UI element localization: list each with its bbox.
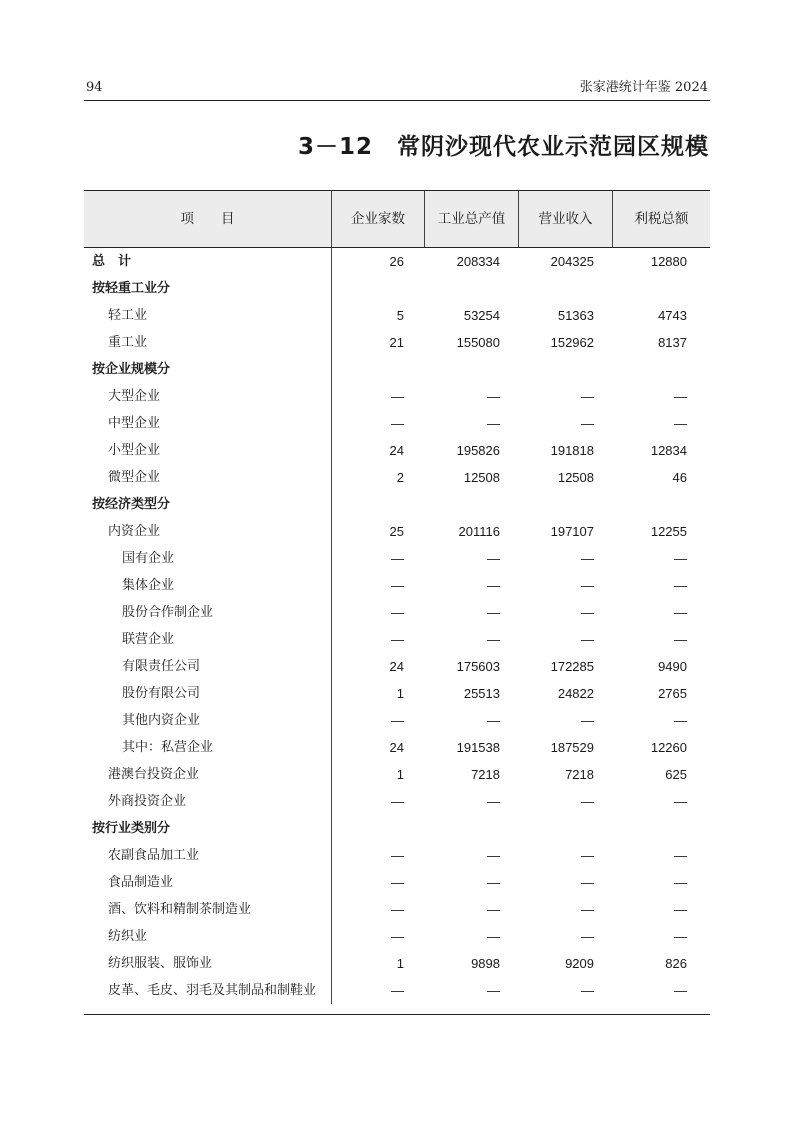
table-row — [84, 734, 710, 761]
table-row — [84, 653, 710, 680]
cell-enterprises: 1 — [396, 767, 404, 782]
cell-output-value: — — [487, 632, 500, 647]
cell-output-value: 9898 — [471, 956, 500, 971]
cell-profit-tax: — — [674, 632, 687, 647]
cell-revenue: 9209 — [565, 956, 594, 971]
cell-profit-tax: — — [674, 848, 687, 863]
table-row — [84, 491, 710, 518]
table-row — [84, 248, 710, 275]
cell-enterprises: — — [391, 848, 404, 863]
cell-output-value: 208334 — [456, 254, 500, 269]
cell-enterprises: 24 — [389, 659, 404, 674]
table-row — [84, 680, 710, 707]
column-header-item: 项 目 — [180, 211, 235, 227]
cell-output-value: — — [487, 551, 500, 566]
table-row — [84, 356, 710, 383]
cell-output-value: 201116 — [458, 524, 500, 539]
cell-enterprises: — — [391, 875, 404, 890]
row-label: 食品制造业 — [108, 875, 174, 890]
row-label: 总 计 — [92, 254, 132, 269]
table-title-text: 常阴沙现代农业示范园区规模 — [397, 134, 709, 160]
table-row — [84, 950, 710, 977]
row-label: 集体企业 — [122, 578, 175, 593]
row-label: 纺织业 — [108, 929, 148, 944]
cell-profit-tax: — — [674, 551, 687, 566]
cell-revenue: — — [581, 389, 594, 404]
cell-profit-tax: — — [674, 983, 687, 998]
row-label: 酒、饮料和精制茶制造业 — [108, 902, 252, 917]
cell-enterprises: — — [391, 983, 404, 998]
row-label: 国有企业 — [122, 551, 175, 566]
row-label: 中型企业 — [108, 416, 161, 431]
cell-revenue: — — [581, 578, 594, 593]
cell-revenue: — — [581, 794, 594, 809]
row-label: 内资企业 — [108, 524, 161, 539]
page-number: 94 — [86, 80, 103, 95]
cell-output-value: 25513 — [463, 686, 500, 701]
cell-profit-tax: — — [674, 416, 687, 431]
cell-profit-tax: — — [674, 875, 687, 890]
row-label: 其中：私营企业 — [122, 740, 214, 755]
cell-revenue: — — [581, 848, 594, 863]
table-row — [84, 329, 710, 356]
table-row — [84, 626, 710, 653]
cell-output-value: 53254 — [463, 308, 500, 323]
cell-revenue: 51363 — [557, 308, 594, 323]
cell-enterprises: — — [391, 632, 404, 647]
table-header — [84, 190, 710, 248]
cell-output-value: 195826 — [456, 443, 500, 458]
table-row — [84, 410, 710, 437]
cell-enterprises: — — [391, 902, 404, 917]
yearbook-title: 张家港统计年鉴 2024 — [579, 80, 708, 95]
row-label: 农副食品加工业 — [108, 848, 200, 863]
cell-enterprises: 1 — [396, 686, 404, 701]
cell-profit-tax: — — [674, 713, 687, 728]
row-label: 外商投资企业 — [108, 794, 187, 809]
row-label: 按经济类型分 — [92, 497, 171, 512]
cell-output-value: 175603 — [456, 659, 500, 674]
cell-enterprises: — — [391, 929, 404, 944]
cell-output-value: 7218 — [471, 767, 500, 782]
table-row — [84, 383, 710, 410]
cell-profit-tax: 826 — [665, 956, 687, 971]
cell-revenue: 191818 — [550, 443, 594, 458]
cell-revenue: — — [581, 551, 594, 566]
cell-profit-tax: — — [674, 929, 687, 944]
cell-profit-tax: 12834 — [650, 443, 687, 458]
cell-output-value: — — [487, 929, 500, 944]
row-label: 纺织服装、服饰业 — [108, 956, 213, 971]
row-label: 有限责任公司 — [122, 659, 201, 674]
row-label: 港澳台投资企业 — [108, 767, 200, 782]
row-label: 股份合作制企业 — [122, 605, 214, 620]
table-row — [84, 815, 710, 842]
table-title — [298, 128, 709, 161]
cell-enterprises: 24 — [389, 443, 404, 458]
cell-profit-tax: 2765 — [658, 686, 687, 701]
cell-enterprises: — — [391, 713, 404, 728]
table-row — [84, 842, 710, 869]
cell-output-value: — — [487, 983, 500, 998]
row-label: 重工业 — [108, 335, 148, 350]
cell-revenue: 24822 — [557, 686, 594, 701]
row-label: 小型企业 — [108, 443, 161, 458]
cell-revenue: 12508 — [557, 470, 594, 485]
cell-profit-tax: 12260 — [650, 740, 687, 755]
table-row — [84, 599, 710, 626]
cell-revenue: 7218 — [565, 767, 594, 782]
cell-profit-tax: 8137 — [658, 335, 687, 350]
cell-enterprises: — — [391, 551, 404, 566]
cell-revenue: — — [581, 632, 594, 647]
cell-profit-tax: 12880 — [650, 254, 687, 269]
row-label: 股份有限公司 — [122, 686, 201, 701]
row-label: 皮革、毛皮、羽毛及其制品和制鞋业 — [108, 983, 317, 998]
cell-output-value: — — [487, 902, 500, 917]
cell-output-value: — — [487, 713, 500, 728]
table-row — [84, 275, 710, 302]
cell-profit-tax: 625 — [665, 767, 687, 782]
table-row — [84, 977, 710, 1004]
row-label: 大型企业 — [108, 389, 161, 404]
row-label: 按轻重工业分 — [92, 281, 171, 296]
row-label: 其他内资企业 — [122, 713, 201, 728]
cell-profit-tax: 4743 — [658, 308, 687, 323]
cell-enterprises: 21 — [389, 335, 404, 350]
table-row — [84, 923, 710, 950]
cell-revenue: — — [581, 929, 594, 944]
cell-profit-tax: 46 — [672, 470, 687, 485]
cell-revenue: — — [581, 605, 594, 620]
cell-profit-tax: — — [674, 578, 687, 593]
table-row — [84, 464, 710, 491]
cell-enterprises: 24 — [389, 740, 404, 755]
table-row — [84, 437, 710, 464]
table-row — [84, 518, 710, 545]
cell-revenue: 172285 — [550, 659, 594, 674]
cell-output-value: 191538 — [456, 740, 500, 755]
running-header — [84, 76, 710, 101]
cell-enterprises: 1 — [396, 956, 404, 971]
cell-revenue: — — [581, 875, 594, 890]
statistics-table — [84, 190, 710, 1015]
cell-revenue: 187529 — [550, 740, 594, 755]
cell-output-value: — — [487, 389, 500, 404]
column-header-revenue: 营业收入 — [518, 191, 612, 247]
cell-output-value: — — [487, 875, 500, 890]
cell-output-value: — — [487, 578, 500, 593]
cell-output-value: — — [487, 794, 500, 809]
table-body — [84, 248, 710, 1004]
cell-output-value: — — [487, 605, 500, 620]
table-row — [84, 545, 710, 572]
cell-revenue: 152962 — [550, 335, 594, 350]
cell-output-value: — — [487, 848, 500, 863]
row-label: 轻工业 — [108, 308, 148, 323]
cell-revenue: — — [581, 983, 594, 998]
cell-revenue: 197107 — [550, 524, 594, 539]
column-header-output-value: 工业总产值 — [424, 191, 518, 247]
table-row — [84, 896, 710, 923]
cell-revenue: 204325 — [550, 254, 594, 269]
cell-revenue: — — [581, 902, 594, 917]
table-row — [84, 761, 710, 788]
table-row — [84, 302, 710, 329]
cell-enterprises: — — [391, 416, 404, 431]
cell-profit-tax: — — [674, 794, 687, 809]
row-label: 微型企业 — [108, 470, 161, 485]
cell-output-value: 155080 — [456, 335, 500, 350]
cell-enterprises: — — [391, 389, 404, 404]
cell-profit-tax: — — [674, 902, 687, 917]
cell-revenue: — — [581, 416, 594, 431]
table-row — [84, 572, 710, 599]
cell-output-value: 12508 — [463, 470, 500, 485]
cell-profit-tax: — — [674, 605, 687, 620]
column-header-enterprises: 企业家数 — [331, 191, 424, 247]
table-row — [84, 707, 710, 734]
cell-profit-tax: — — [674, 389, 687, 404]
cell-profit-tax: 9490 — [658, 659, 687, 674]
bottom-rule — [84, 1004, 710, 1015]
table-row — [84, 788, 710, 815]
table-row — [84, 869, 710, 896]
cell-enterprises: — — [391, 794, 404, 809]
row-label: 按企业规模分 — [92, 362, 171, 377]
cell-revenue: — — [581, 713, 594, 728]
cell-enterprises: — — [391, 578, 404, 593]
row-label: 联营企业 — [122, 632, 175, 647]
cell-enterprises: — — [391, 605, 404, 620]
cell-enterprises: 26 — [389, 254, 404, 269]
cell-profit-tax: 12255 — [650, 524, 687, 539]
column-header-profit-tax: 利税总额 — [612, 191, 710, 247]
row-label: 按行业类别分 — [92, 821, 171, 836]
cell-enterprises: 5 — [396, 308, 404, 323]
table-number: 3－12 — [297, 134, 373, 160]
cell-enterprises: 2 — [396, 470, 404, 485]
cell-output-value: — — [487, 416, 500, 431]
cell-enterprises: 25 — [389, 524, 404, 539]
